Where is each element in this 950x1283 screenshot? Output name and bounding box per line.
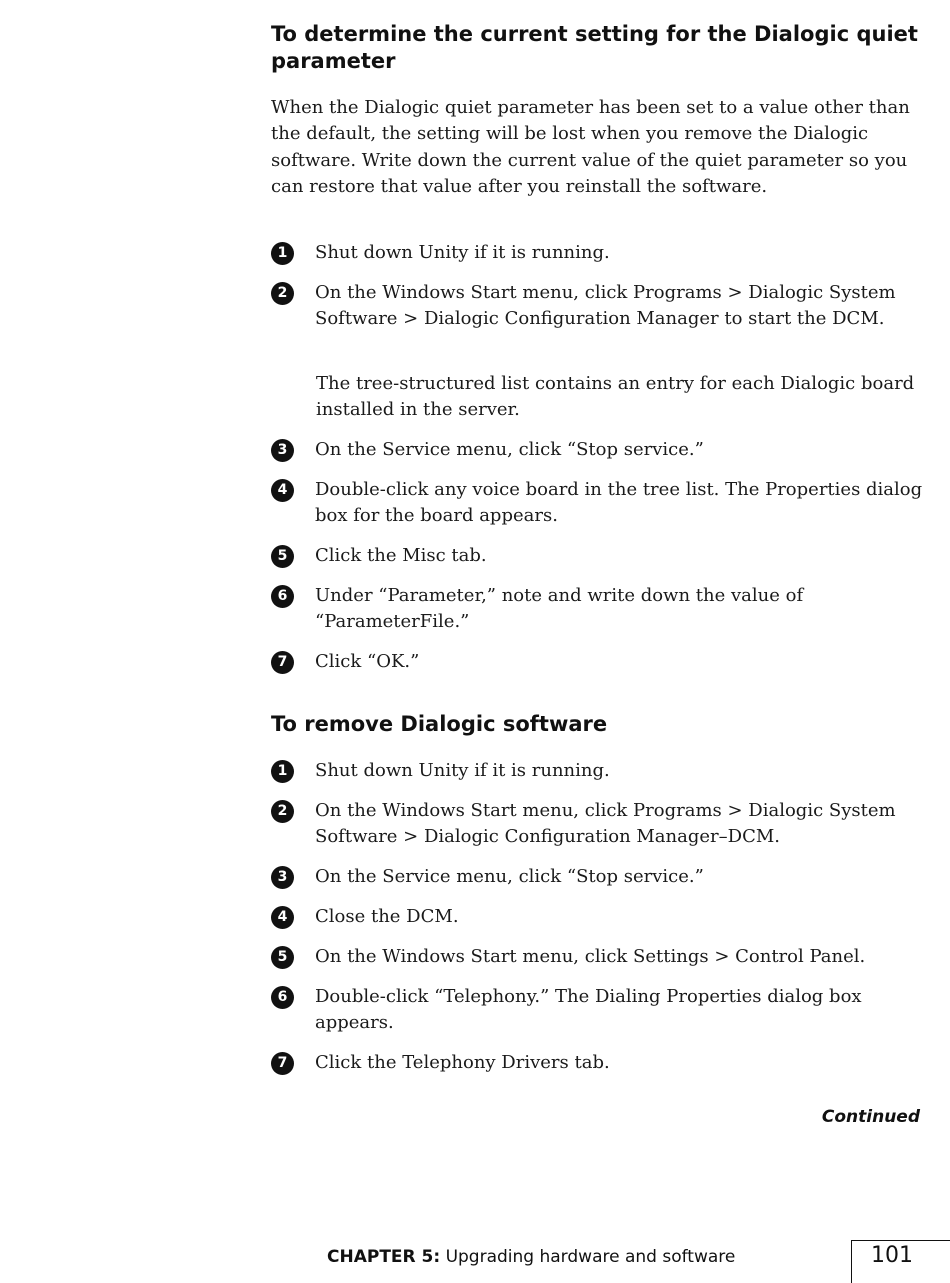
step-text: Shut down Unity if it is running. [315,760,610,781]
chapter-title: Upgrading hardware and software [445,1247,736,1267]
step-text: Close the DCM. [315,906,459,927]
chapter-label: CHAPTER 5: [327,1247,441,1267]
step-text: On the Windows Start menu, click Settings > Control Panel. [315,946,866,967]
step-text: On the Windows Start menu, click Programs > Dialogic System Software > Dialogic Configuration Manager–DCM. [315,800,896,848]
step-text: On the Windows Start menu, click Programs > Dialogic System Software > Dialogic Configuration Manager to start the DCM. [315,282,896,330]
step-number-badge: 6 [271,585,294,608]
step-text: Click the Misc tab. [315,545,487,566]
step-number-badge: 6 [271,986,294,1009]
step-text: Click the Telephony Drivers tab. [315,1052,610,1073]
step-number-badge: 7 [271,651,294,674]
page-footer [327,1247,735,1267]
section-heading-quiet-parameter: To determine the current setting for the Dialogic quiet parameter [271,22,918,73]
step-number-badge: 7 [271,1052,294,1075]
step-number-badge: 4 [271,479,294,502]
step-number-badge: 1 [271,760,294,783]
intro-paragraph: When the Dialogic quiet parameter has been set to a value other than the default, the setting will be lost when you remove the Dialogic software. Write down the current value of the quiet parameter so you can restore that value after you reinstall the software. [271,97,910,198]
step-text: On the Service menu, click “Stop service.” [315,866,704,887]
step-text: Shut down Unity if it is running. [315,242,610,263]
step-text: Under “Parameter,” note and write down the value of “ParameterFile.” [315,585,804,633]
step-number-badge: 2 [271,282,294,305]
step-text: Click “OK.” [315,651,420,672]
step-number-badge: 5 [271,946,294,969]
step-number-badge: 4 [271,906,294,929]
step-text: Double-click “Telephony.” The Dialing Properties dialog box appears. [315,986,862,1034]
page-number: 101 [871,1243,913,1268]
step-text: Double-click any voice board in the tree list. The Properties dialog box for the board appears. [315,479,923,527]
step-number-badge: 1 [271,242,294,265]
continued-label: Continued [821,1107,920,1127]
section-heading-remove-dialogic: To remove Dialogic software [271,712,608,736]
step-note: The tree-structured list contains an entry for each Dialogic board installed in the server. [316,373,915,421]
step-text: On the Service menu, click “Stop service.” [315,439,704,460]
step-number-badge: 3 [271,866,294,889]
step-number-badge: 5 [271,545,294,568]
step-number-badge: 2 [271,800,294,823]
step-number-badge: 3 [271,439,294,462]
